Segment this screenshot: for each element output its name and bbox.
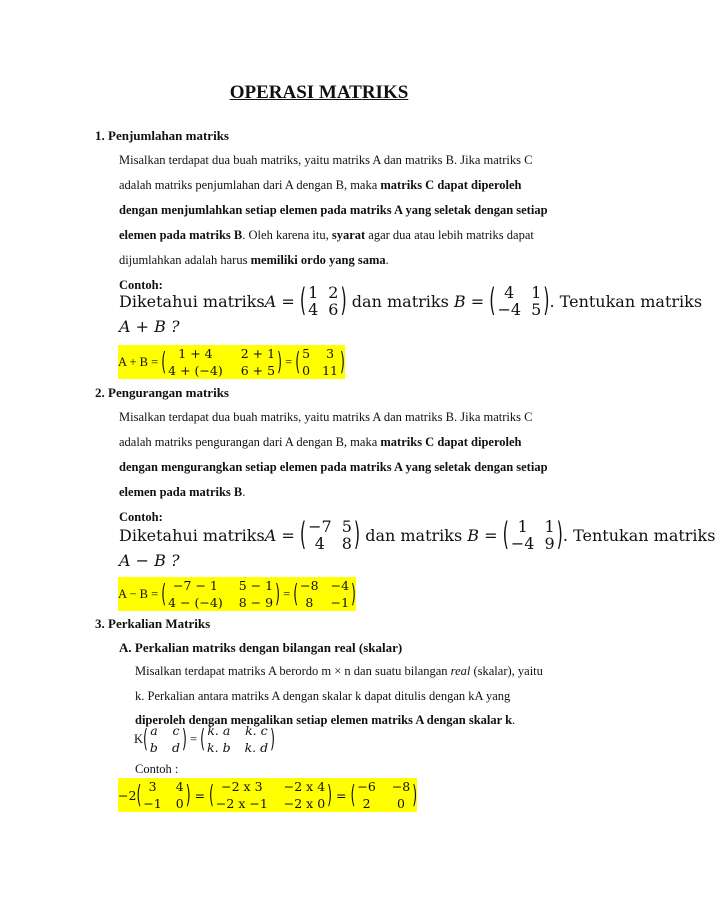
matrix-bracket: ) bbox=[351, 577, 356, 608]
matrix-name: B = bbox=[453, 291, 490, 311]
paragraph-line bbox=[119, 178, 522, 193]
paragraph-line: Misalkan terdapat dua buah matriks, yaitu matriks A dan matriks B. Jika matriks C bbox=[119, 410, 533, 424]
matrix-entry: −4 bbox=[510, 534, 535, 553]
example-question-end: A − B ? bbox=[119, 551, 180, 570]
text-span: . Oleh karena itu, bbox=[242, 228, 332, 242]
matrix-entry: −1 bbox=[143, 796, 162, 811]
example-result-matrix bbox=[350, 778, 417, 812]
matrix-bracket: ) bbox=[556, 515, 563, 553]
bold-span: matriks C dapat diperoleh bbox=[380, 435, 522, 449]
matrix-name: A = bbox=[264, 525, 300, 545]
matrix-entry: −2 x 3 bbox=[221, 779, 263, 794]
matrix-a bbox=[299, 515, 361, 553]
matrix-entry: −7 − 1 bbox=[173, 578, 218, 593]
page-title: OPERASI MATRIKS bbox=[229, 82, 409, 103]
matrix-entry: −2 x −1 bbox=[215, 796, 268, 811]
matrix-entry: 4 bbox=[308, 300, 319, 319]
contoh-label: Contoh: bbox=[119, 510, 163, 524]
general-result-matrix bbox=[200, 722, 275, 756]
matrix-entry: k. b bbox=[207, 740, 231, 755]
matrix-entry: −4 bbox=[497, 300, 522, 319]
section-heading-pengurangan: 2. Pengurangan matriks bbox=[95, 385, 229, 400]
text-span: . Tentukan matriks bbox=[562, 525, 715, 545]
text-span: . bbox=[242, 485, 246, 499]
matrix-entry: 6 bbox=[328, 300, 339, 319]
matrix-entry: −1 bbox=[330, 595, 350, 610]
example-step-matrix bbox=[209, 778, 332, 812]
answer-step-matrix bbox=[161, 345, 282, 379]
section-heading-penjumlahan: 1. Penjumlahan matriks bbox=[95, 128, 229, 143]
matrix-entry: 1 + 4 bbox=[178, 346, 213, 361]
text-span: adalah matriks pengurangan dari A dengan B, maka bbox=[119, 435, 381, 449]
matrix-entry: −4 bbox=[330, 578, 350, 593]
matrix-bracket: ( bbox=[161, 577, 167, 608]
answer-highlight bbox=[118, 345, 345, 379]
matrix-bracket: ) bbox=[181, 722, 187, 753]
general-matrix bbox=[143, 722, 187, 756]
matrix-bracket: ) bbox=[340, 281, 347, 319]
matrix-entry: −8 bbox=[300, 578, 319, 593]
answer-label: A − B = bbox=[118, 586, 162, 601]
bold-span: diperoleh dengan mengalikan setiap elemen matriks A dengan skalar k bbox=[135, 713, 513, 727]
matrix-entry: b bbox=[149, 740, 158, 755]
matrix-entry: 5 bbox=[341, 517, 352, 536]
paragraph-line bbox=[119, 435, 522, 450]
contoh-label: Contoh: bbox=[119, 278, 163, 292]
matrix-a bbox=[299, 281, 347, 319]
equals-sign: = bbox=[279, 586, 294, 601]
matrix-entry: 5 bbox=[302, 346, 311, 361]
contoh-label: Contoh : bbox=[135, 762, 179, 776]
text-span: dan matriks bbox=[346, 291, 454, 311]
text-span: agar dua atau lebih matriks dapat bbox=[365, 228, 534, 242]
matrix-bracket: ( bbox=[299, 281, 307, 319]
paragraph-line: k. Perkalian antara matriks A dengan skalar k dapat ditulis dengan kA yang bbox=[135, 689, 511, 703]
matrix-entry: 0 bbox=[302, 363, 311, 378]
matrix-entry: 9 bbox=[544, 534, 555, 553]
section-heading-perkalian: 3. Perkalian Matriks bbox=[95, 616, 211, 631]
matrix-name: B = bbox=[467, 525, 503, 545]
matrix-entry: k. d bbox=[244, 740, 269, 755]
matrix-bracket: ( bbox=[295, 345, 301, 376]
matrix-entry: −7 bbox=[308, 517, 332, 536]
equals-sign: = bbox=[190, 787, 210, 803]
matrix-entry: 4 bbox=[504, 283, 515, 302]
matrix-bracket: ( bbox=[200, 722, 206, 753]
matrix-entry: 8 bbox=[341, 534, 352, 553]
text-span: . bbox=[385, 253, 389, 267]
matrix-bracket: ) bbox=[412, 778, 418, 809]
matrix-entry: 3 bbox=[148, 779, 157, 794]
matrix-bracket: ) bbox=[353, 515, 361, 553]
text-span: Diketahui matriks bbox=[119, 525, 265, 545]
matrix-entry: 2 + 1 bbox=[240, 346, 276, 361]
matrix-b bbox=[489, 281, 550, 319]
scalar-label: −2 bbox=[118, 787, 137, 803]
equals-sign: = bbox=[332, 787, 351, 803]
matrix-bracket: ) bbox=[327, 778, 333, 809]
paragraph-line bbox=[119, 253, 389, 268]
matrix-bracket: ) bbox=[340, 345, 345, 376]
bold-span: matriks C dapat diperoleh bbox=[380, 178, 522, 192]
text-span: dan matriks bbox=[360, 525, 468, 545]
paragraph-line bbox=[135, 664, 543, 679]
text-span: . Tentukan matriks bbox=[549, 291, 703, 311]
bold-span: elemen pada matriks B bbox=[119, 228, 243, 242]
example-question-end: A + B ? bbox=[119, 317, 180, 336]
general-formula bbox=[134, 722, 275, 756]
matrix-entry: 0 bbox=[175, 796, 184, 811]
example-matrix bbox=[136, 778, 190, 812]
paragraph-line: Misalkan terdapat dua buah matriks, yaitu matriks A dan matriks B. Jika matriks C bbox=[119, 153, 533, 167]
subsection-heading-skalar: A. Perkalian matriks dengan bilangan real (skalar) bbox=[119, 640, 403, 655]
matrix-entry: 5 bbox=[531, 300, 542, 319]
bold-span: elemen pada matriks B bbox=[119, 485, 243, 499]
text-span: dijumlahkan adalah harus bbox=[119, 253, 251, 267]
matrix-entry: 4 − (−4) bbox=[168, 595, 223, 610]
matrix-entry: d bbox=[171, 740, 180, 755]
matrix-entry: −2 x 0 bbox=[283, 796, 326, 811]
scalar-label: K bbox=[134, 731, 144, 746]
bold-span: memiliki ordo yang sama bbox=[250, 253, 386, 267]
matrix-name: A = bbox=[264, 291, 300, 311]
paragraph-line bbox=[119, 485, 245, 500]
bold-span: syarat bbox=[331, 228, 366, 242]
matrix-entry: a bbox=[150, 723, 158, 738]
matrix-entry: −8 bbox=[391, 779, 411, 794]
matrix-entry: c bbox=[172, 723, 180, 738]
matrix-b bbox=[502, 515, 563, 553]
answer-step-matrix bbox=[161, 577, 280, 611]
matrix-entry: k. a bbox=[207, 723, 231, 738]
matrix-bracket: ( bbox=[350, 778, 356, 809]
matrix-bracket: ) bbox=[275, 577, 280, 608]
matrix-entry: 1 bbox=[517, 517, 528, 536]
matrix-bracket: ( bbox=[299, 515, 307, 553]
paragraph-line bbox=[119, 228, 534, 243]
matrix-entry: 4 + (−4) bbox=[168, 363, 223, 378]
answer-label: A + B = bbox=[118, 354, 162, 369]
text-span: adalah matriks penjumlahan dari A dengan B, maka bbox=[119, 178, 381, 192]
matrix-bracket: ( bbox=[209, 778, 214, 809]
paragraph-line: dengan menjumlahkan setiap elemen pada matriks A yang seletak dengan setiap bbox=[119, 203, 548, 217]
text-span: . bbox=[512, 713, 516, 727]
matrix-entry: 8 − 9 bbox=[238, 595, 274, 610]
matrix-bracket: ( bbox=[293, 577, 299, 608]
matrix-entry: 4 bbox=[175, 779, 184, 794]
matrix-bracket: ( bbox=[136, 778, 142, 809]
matrix-entry: 6 + 5 bbox=[240, 363, 276, 378]
answer-result-matrix bbox=[293, 577, 356, 611]
answer-highlight bbox=[118, 778, 417, 812]
matrix-entry: 11 bbox=[322, 363, 339, 378]
equals-sign: = bbox=[281, 354, 296, 369]
matrix-bracket: ) bbox=[543, 281, 550, 319]
matrix-bracket: ( bbox=[143, 722, 148, 753]
matrix-bracket: ) bbox=[185, 778, 191, 809]
paragraph-line: dengan mengurangkan setiap elemen pada matriks A yang seletak dengan setiap bbox=[119, 460, 548, 474]
answer-highlight bbox=[118, 577, 356, 611]
matrix-bracket: ) bbox=[270, 722, 275, 753]
matrix-entry: −6 bbox=[357, 779, 376, 794]
matrix-entry: k. c bbox=[245, 723, 268, 738]
matrix-entry: 4 bbox=[314, 534, 325, 553]
matrix-entry: 1 bbox=[531, 283, 542, 302]
matrix-entry: 5 − 1 bbox=[238, 578, 274, 593]
matrix-bracket: ( bbox=[489, 281, 496, 319]
matrix-bracket: ( bbox=[502, 515, 509, 553]
text-span: (skalar), yaitu bbox=[470, 664, 543, 678]
matrix-entry: 1 bbox=[544, 517, 555, 536]
italic-span: real bbox=[450, 664, 471, 678]
text-span: Diketahui matriks bbox=[119, 291, 265, 311]
matrix-entry: 0 bbox=[397, 796, 405, 811]
equals-sign: = bbox=[186, 731, 201, 746]
matrix-bracket: ) bbox=[277, 345, 282, 376]
text-span: Misalkan terdapat matriks A berordo m × n dan suatu bilangan bbox=[135, 664, 451, 678]
matrix-entry: 1 bbox=[308, 283, 319, 302]
matrix-entry: 3 bbox=[326, 346, 335, 361]
answer-result-matrix bbox=[295, 345, 345, 379]
matrix-entry: 2 bbox=[362, 796, 371, 811]
matrix-entry: 2 bbox=[328, 283, 339, 302]
example-question-line bbox=[119, 281, 703, 319]
matrix-bracket: ( bbox=[161, 345, 167, 376]
matrix-entry: −2 x 4 bbox=[283, 779, 326, 794]
matrix-entry: 8 bbox=[305, 595, 314, 610]
